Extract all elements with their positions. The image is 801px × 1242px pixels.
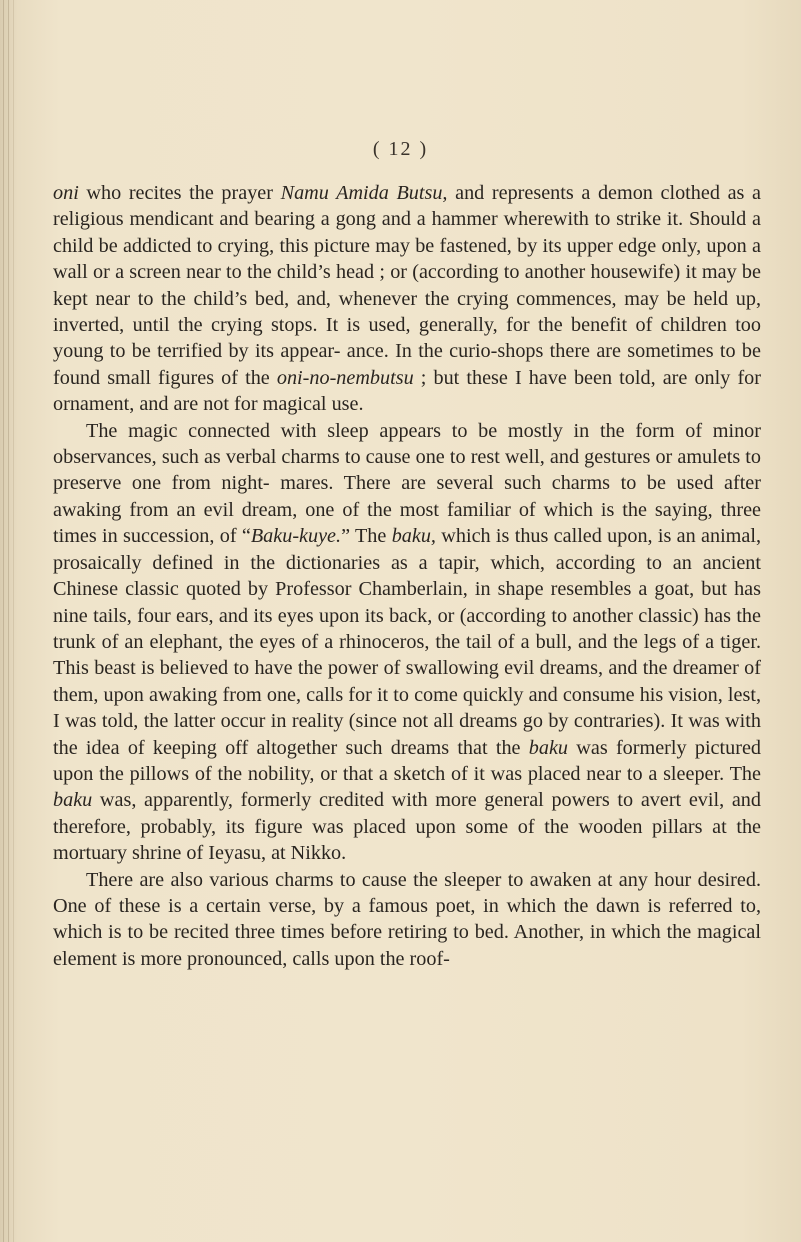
paragraph <box>53 180 761 418</box>
text-run: The magic connected with sleep appears to be mostly in the form of minor observances, such as verbal charms to cause one to rest well, and gestures or amulets to preserve one from night- mares. There are several such charms to be used after awaking from an evil dream, one of the most familiar of which is the saying, three times in succession, of “ <box>53 419 761 548</box>
text-italic: oni-no-nembutsu <box>276 366 414 389</box>
page-number: ( 12 ) <box>372 138 429 160</box>
binding-edge-line <box>8 0 9 1242</box>
text-run: ” The <box>341 525 392 548</box>
binding-edge-line <box>13 0 14 1242</box>
text-italic: Baku-kuye. <box>250 525 342 548</box>
text-italic: baku <box>53 789 93 812</box>
text-run: There are also various charms to cause the sleeper to awaken at any hour desired. One of these is a certain verse, by a famous poet, in which the dawn is referred to, which is to be recited three times before retiring to bed. Another, in which the magical element is more pronounced, calls upon the roof- <box>53 868 761 970</box>
text-italic: Namu Amida Butsu, <box>280 182 448 204</box>
text-run: and represents a demon clothed as a religious mendicant and bearing a gong and a hammer wherewith to strike it. Should a child be addicted to crying, this picture may be fastened, by its upper edge only, upon a wall or a screen near to the child’s head ; or (according to another housewife) it may be kept near to the child’s bed, and, whenever the crying commences, may be held up, inverted, until the crying stops. It is used, generally, for the benefit of children too young to be terrified by its appear- ance. In the curio-shops there are sometimes to be found small figures of the <box>53 182 761 389</box>
text-run: who recites the prayer <box>78 182 281 204</box>
text-italic: oni <box>53 182 79 204</box>
body-text <box>53 180 761 972</box>
text-italic: baku, <box>391 525 436 548</box>
text-run: was formerly pictured upon the pillows of the nobility, or that a sketch of it was placed near to a sleeper. The <box>53 736 761 785</box>
paragraph <box>53 867 761 973</box>
paragraph <box>53 418 761 867</box>
text-italic: baku <box>528 736 569 759</box>
text-run: was, apparently, formerly credited with more general powers to avert evil, and therefore, probably, its figure was placed upon some of the wooden pillars at the mortuary shrine of Ieyasu, at Nikko. <box>53 789 761 865</box>
binding-edge-line <box>3 0 4 1242</box>
text-run: which is thus called upon, is an animal, prosaically defined in the dictionaries as a tapir, which, according to an ancient Chinese classic quoted by Professor Chamberlain, in shape resembles a goat, but has nine tails, four ears, and its eyes upon its back, or (according to another classic) has the trunk of an elephant, the eyes of a rhinoceros, the tail of a bull, and the legs of a tiger. This beast is believed to have the power of swallowing evil dreams, and the dreamer of them, upon awaking from one, calls for it to come quickly and consume his vision, lest, I was told, the latter occur in reality (since not all dreams go by contraries). It was with the idea of keeping off altogether such dreams that the <box>53 525 762 759</box>
text-run: ; but these I have been told, are only for ornament, and are not for magical use. <box>53 366 761 416</box>
